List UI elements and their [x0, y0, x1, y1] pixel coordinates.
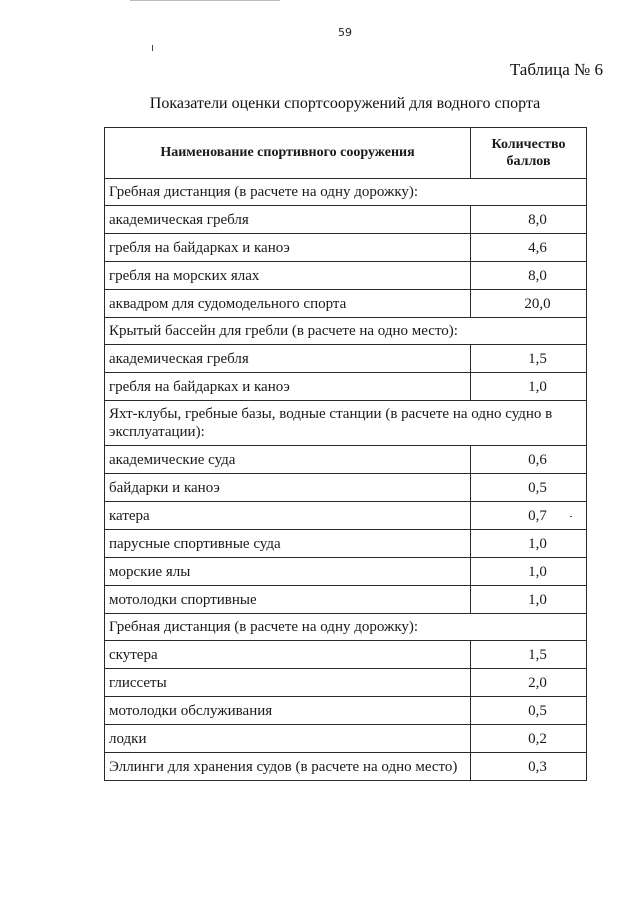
table-row	[105, 373, 587, 401]
score-value-cell: 0,5	[471, 474, 587, 502]
facility-name-cell: академическая гребля	[105, 206, 471, 234]
facility-name-cell: парусные спортивные суда	[105, 530, 471, 558]
table-group-row	[105, 401, 587, 446]
facility-name-cell: глиссеты	[105, 669, 471, 697]
facility-name-cell: катера	[105, 502, 471, 530]
group-heading: Яхт-клубы, гребные базы, водные станции (в расчете на одно судно в эксплуатации):	[105, 401, 587, 446]
facility-name-cell: академические суда	[105, 446, 471, 474]
table-row	[105, 725, 587, 753]
table-row	[105, 530, 587, 558]
score-value-cell: 2,0	[471, 669, 587, 697]
facility-name-cell: мотолодки спортивные	[105, 586, 471, 614]
group-heading: Гребная дистанция (в расчете на одну дорожку):	[105, 614, 587, 641]
score-value-cell: 0,6	[471, 446, 587, 474]
table-row	[105, 446, 587, 474]
table-row	[105, 586, 587, 614]
table-row	[105, 558, 587, 586]
table-row	[105, 502, 587, 530]
score-value-cell: 8,0	[471, 206, 587, 234]
scan-artifact-top	[130, 0, 280, 1]
group-heading: Гребная дистанция (в расчете на одну дорожку):	[105, 179, 587, 206]
facility-name-cell: аквадром для судомодельного спорта	[105, 290, 471, 318]
score-value-cell: 1,0	[471, 586, 587, 614]
score-value-cell: 4,6	[471, 234, 587, 262]
table-group-row	[105, 179, 587, 206]
score-value-cell: 1,0	[471, 558, 587, 586]
facility-name-cell: байдарки и каноэ	[105, 474, 471, 502]
table-row	[105, 262, 587, 290]
table-group-row	[105, 318, 587, 345]
page-number: 59	[338, 26, 352, 39]
table-row	[105, 345, 587, 373]
score-value-cell: 8,0	[471, 262, 587, 290]
table-row	[105, 697, 587, 725]
table-row	[105, 753, 587, 781]
facility-name-cell: Эллинги для хранения судов (в расчете на одно место)	[105, 753, 471, 781]
group-heading: Крытый бассейн для гребли (в расчете на одно место):	[105, 318, 587, 345]
score-value-cell: 1,0	[471, 530, 587, 558]
score-value-cell: 1,0	[471, 373, 587, 401]
table-label: Таблица № 6	[509, 60, 603, 79]
table-row	[105, 234, 587, 262]
score-value-cell: 1,5	[471, 345, 587, 373]
table-header-row	[105, 128, 587, 179]
table-row	[105, 474, 587, 502]
table-group-row	[105, 614, 587, 641]
table-row	[105, 290, 587, 318]
table-row	[105, 206, 587, 234]
facility-name-cell: лодки	[105, 725, 471, 753]
score-value-cell: 0,2	[471, 725, 587, 753]
facility-name-cell: морские ялы	[105, 558, 471, 586]
facility-name-cell: мотолодки обслуживания	[105, 697, 471, 725]
score-value-cell: 20,0	[471, 290, 587, 318]
facility-name-cell: гребля на морских ялах	[105, 262, 471, 290]
sports-facility-scores-table	[104, 127, 587, 781]
facility-name-cell: скутера	[105, 641, 471, 669]
table-row	[105, 641, 587, 669]
score-value-cell: 0,7	[471, 502, 587, 530]
scan-artifact-mark	[152, 45, 153, 51]
facility-name-cell: гребля на байдарках и каноэ	[105, 373, 471, 401]
facility-name-cell: гребля на байдарках и каноэ	[105, 234, 471, 262]
page-title: Показатели оценки спортсооружений для водного спорта	[149, 95, 541, 112]
score-value-cell: 0,5	[471, 697, 587, 725]
score-value-cell: 1,5	[471, 641, 587, 669]
header-facility-name: Наименование спортивного сооружения	[105, 128, 471, 179]
facility-name-cell: академическая гребля	[105, 345, 471, 373]
header-score-count: Количество баллов	[471, 128, 587, 179]
score-value-cell: 0,3	[471, 753, 587, 781]
table-row	[105, 669, 587, 697]
